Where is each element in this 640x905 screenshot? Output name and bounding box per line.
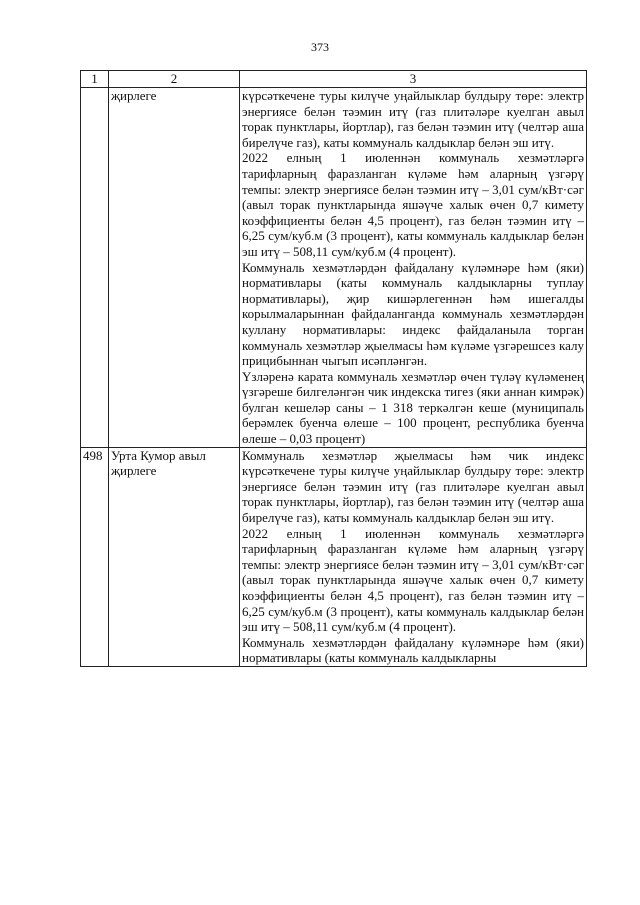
header-cell-2: 2	[109, 71, 240, 88]
table-row	[81, 447, 587, 666]
table-header-row	[81, 71, 587, 88]
header-cell-1: 1	[81, 71, 109, 88]
row-description	[240, 88, 587, 448]
document-table	[80, 70, 587, 667]
row-number: 498	[81, 447, 109, 666]
table-row	[81, 88, 587, 448]
header-cell-3: 3	[240, 71, 587, 88]
paragraph: Коммуналь хезмәтләр җыелмасы һәм чик индекс күрсәткечене туры килүче уңайлыклар булдыру төре: электр энергиясе белән тәэмин итү (газ плитәләре куелган авыл торак пунктлары, йортлар), газ белән тәэмин итү (челтәр аша бирелүче газ), каты коммуналь калдыклар белән эш итү.	[242, 447, 584, 526]
paragraph: 2022 елның 1 июленнән коммуналь хезмәтләргә тарифларның фаразланган күләме һәм аларның үзгәрү темпы: электр энергиясе белән тәэмин итү – 3,01 сум/кВт·сәг (авыл торак пунктларында яшәүче халык өчен 0,7 кимету коэффициенты белән 4,5 процент), газ белән тәэмин итү – 6,25 сум/куб.м (3 процент), каты коммуналь калдыклар белән эш итү – 508,11 сум/куб.м (4 процент).	[242, 150, 584, 259]
paragraph: Үзләренә карата коммуналь хезмәтләр өчен түләү күләменең үзгәреше билгеләнгән чик индекска тигез (яки аннан кимрәк) булган кешеләр саны – 1 318 теркәлгән кеше (муниципаль берәмлек буенча өлеше – 100 процент, республика буенча өлеше – 0,03 процент)	[242, 368, 584, 447]
settlement-name: Урта Кумор авыл җирлеге	[109, 447, 240, 666]
row-number	[81, 88, 109, 448]
row-description	[240, 447, 587, 666]
paragraph: Коммуналь хезмәтләрдән файдалану күләмнәре һәм (яки) нормативлары (каты коммуналь калдыкларны	[242, 634, 584, 666]
paragraph: 2022 елның 1 июленнән коммуналь хезмәтләргә тарифларның фаразланган күләме һәм аларның үзгәрү темпы: электр энергиясе белән тәэмин итү – 3,01 сум/кВт·сәг (авыл торак пунктларында яшәүче халык өчен 0,7 кимету коэффициенты белән 4,5 процент), газ белән тәэмин итү – 6,25 сум/куб.м (3 процент), каты коммуналь калдыклар белән эш итү – 508,11 сум/куб.м (4 процент).	[242, 525, 584, 635]
settlement-name: җирлеге	[109, 88, 240, 448]
paragraph: күрсәткечене туры килүче уңайлыклар булдыру төре: электр энергиясе белән тәэмин итү (газ плитәләре куелган авыл торак пунктлары, йортлар), газ белән тәэмин итү (челтәр аша бирелүче газ), каты коммуналь калдыклар белән эш итү.	[242, 88, 584, 150]
paragraph: Коммуналь хезмәтләрдән файдалану күләмнәре һәм (яки) нормативлары (каты коммуналь калдыкларны туплау нормативлары), җир кишәрлегеннән һәм ишегалды корылмаларыннан файдаланганда коммуналь хезмәтләрдән куллану нормативлары: индекс файдаланыла торган коммуналь хезмәтләр җыелмасы һәм күләме үзгәрешсез калу прицибыннан чыгып исәпләнгән.	[242, 259, 584, 369]
page-number: 373	[311, 40, 329, 54]
